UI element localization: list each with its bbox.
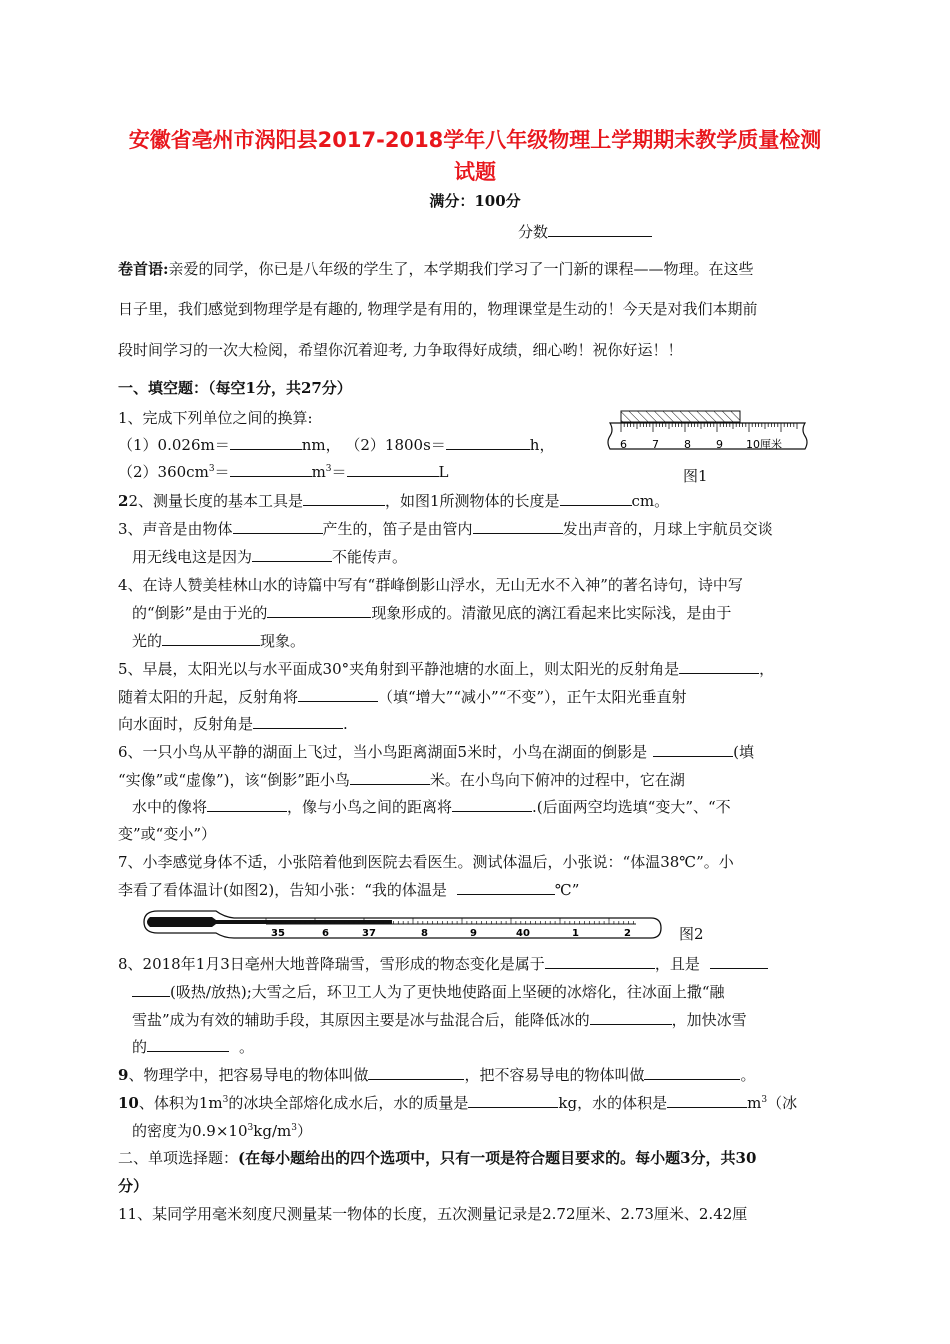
q8-l1b: ，且是	[654, 955, 700, 973]
blank	[207, 797, 287, 812]
q1-line-a	[118, 434, 554, 455]
thermo-label: 9	[470, 928, 477, 939]
q3-b: 产生的，笛子是由管内	[322, 520, 473, 538]
sup: 3	[247, 1123, 254, 1133]
q3-e: 不能传声。	[332, 548, 408, 566]
ruler-figure	[600, 408, 815, 458]
q8-l4b: 。	[239, 1038, 255, 1056]
blank	[457, 880, 555, 895]
q2-c: cm。	[631, 492, 670, 510]
q6-line4: 变”或“变小”）	[118, 825, 217, 843]
q2-a: 2、测量长度的基本工具是	[128, 492, 303, 510]
q5-l3a: 向水面时，反射角是	[118, 715, 254, 733]
q6-l1a: 6、一只小鸟从平静的湖面上飞过，当小鸟距离湖面5米时，小鸟在湖面的倒影是	[118, 743, 648, 761]
blank	[303, 491, 385, 506]
q9-b: ，把不容易导电的物体叫做	[464, 1066, 645, 1084]
blank	[147, 1037, 229, 1052]
q6-l3b: ，像与小鸟之间的距离将	[287, 798, 453, 816]
section2-heading	[118, 1147, 756, 1168]
q5-l2a: 随着太阳的升起，反射角将	[118, 688, 299, 706]
thermometer-figure	[136, 907, 666, 941]
blank	[230, 435, 302, 450]
sup: 3	[291, 1123, 297, 1133]
full-score: 满分：100分	[429, 192, 521, 210]
ruler-tick-label: 9	[716, 438, 723, 451]
q6-l3c: .(后面两空均选填“变大”、“不	[532, 798, 731, 816]
q1-line-b	[118, 461, 449, 482]
measured-object	[621, 411, 740, 422]
thermo-label: 37	[362, 928, 376, 939]
section1-heading: 一、填空题：（每空1分，共27分）	[118, 379, 352, 397]
sup: 3	[761, 1095, 768, 1105]
blank	[679, 659, 759, 674]
q1-b1: （2）360cm	[118, 463, 209, 481]
q4-l3b: 现象。	[260, 632, 306, 650]
q10-c: kg，水的体积是	[558, 1094, 668, 1112]
q1-a2: nm， （2）1800s＝	[301, 436, 446, 454]
q8-l3b: ，加快冰雪	[671, 1011, 747, 1029]
q8-l3a: 雪盐”成为有效的辅助手段，其原因主要是冰与盐混合后，能降低冰的	[132, 1011, 590, 1029]
q3-line1	[118, 518, 773, 539]
q7-line1: 7、小李感觉身体不适，小张陪着他到医院去看医生。测试体温后，小张说：“体温38℃”。小	[118, 853, 734, 871]
ruler-tick-label: 6	[620, 438, 627, 451]
preface-text1: 亲爱的同学，你已是八年级的学生了，本学期我们学习了一门新的课程——物理。在这些	[168, 260, 754, 278]
q8-line4	[132, 1036, 254, 1057]
q10-line1	[118, 1092, 797, 1113]
q5-l2b: （填“增大”“减小”“不变”），正午太阳光垂直射	[378, 688, 687, 706]
ruler-tick-label: 7	[652, 438, 659, 451]
q10-num: 10	[118, 1094, 139, 1112]
q7-l2b: ℃”	[554, 881, 580, 899]
q8-line1	[118, 953, 768, 974]
q4-l2b: 现象形成的。清澈见底的漓江看起来比实际浅，是由于	[371, 604, 732, 622]
q5-line3	[118, 713, 348, 734]
q6-l2a: “实像”或“虚像”)，该“倒影”距小鸟	[118, 771, 350, 789]
q5-line2	[118, 686, 687, 707]
blank	[545, 954, 655, 969]
blank	[468, 1093, 558, 1108]
doc-title-line1: 安徽省亳州市涡阳县2017-2018学年八年级物理上学期期末教学质量检测	[128, 128, 822, 152]
q10-l2c: ）	[296, 1122, 312, 1140]
figure2-caption: 图2	[679, 925, 704, 943]
q1-head: 1、完成下列单位之间的换算:	[118, 409, 313, 427]
preface-line2: 日子里，我们感觉到物理学是有趣的, 物理学是有用的，物理课堂是生动的！今天是对我们本期前	[118, 300, 758, 318]
ruler-tick-label: 8	[684, 438, 691, 451]
q4-line3	[132, 630, 305, 651]
q4-l2a: 的“倒影”是由于光的	[132, 604, 268, 622]
blank	[473, 519, 563, 534]
q5-line1	[118, 658, 774, 679]
thermo-label: 8	[421, 928, 428, 939]
q4-line1: 4、在诗人赞美桂林山水的诗篇中写有“群峰倒影山浮水，无山无水不入神”的著名诗句，诗中写	[118, 576, 743, 594]
score-blank	[548, 222, 652, 237]
ruler-tick-label: 10厘米	[746, 438, 782, 451]
q3-line2	[132, 546, 407, 567]
q9	[118, 1064, 755, 1085]
q9-a: 、物理学中，把容易导电的物体叫做	[128, 1066, 369, 1084]
doc-title-line2: 试题	[454, 160, 496, 184]
q1-a1: （1）0.026m＝	[118, 436, 230, 454]
blank	[347, 462, 439, 477]
q7-line2	[118, 879, 579, 900]
blank	[446, 435, 530, 450]
section2-heading-cont: 分）	[118, 1177, 149, 1195]
q6-line3	[132, 796, 731, 817]
q6-l2b: 米。在小鸟向下俯冲的过程中，它在湖	[429, 771, 685, 789]
blank	[230, 462, 312, 477]
q8-line2	[132, 981, 724, 1002]
blank	[368, 1065, 464, 1080]
blank	[132, 982, 170, 997]
sup: 3	[222, 1095, 229, 1105]
q8-line3	[132, 1009, 747, 1030]
q4-l3a: 光的	[132, 632, 163, 650]
blank	[233, 519, 323, 534]
q6-line1	[118, 741, 754, 762]
q7-l2a: 李看了看体温计(如图2)，告知小张：“我的体温是	[118, 881, 447, 899]
blank	[590, 1010, 672, 1025]
q10-e: （冰	[767, 1094, 798, 1112]
q6-l1b: (填	[733, 743, 754, 761]
q6-line2	[118, 769, 685, 790]
blank	[667, 1093, 747, 1108]
q9-num: 9	[118, 1066, 129, 1084]
q2-b: ，如图1所测物体的长度是	[384, 492, 560, 510]
q10-a: 、体积为1m	[138, 1094, 223, 1112]
blank	[653, 742, 733, 757]
score-label: 分数	[518, 223, 549, 241]
q8-l2: (吸热/放热);大雪之后，环卫工人为了更快地使路面上坚硬的冰熔化，往冰面上撒“融	[170, 983, 725, 1001]
preface-line3: 段时间学习的一次大检阅，希望你沉着迎考, 力争取得好成绩，细心哟！祝你好运！！	[118, 341, 683, 359]
sup: 3	[208, 464, 215, 474]
thermo-label: 1	[572, 928, 579, 939]
blank	[452, 797, 532, 812]
q10-d: m	[747, 1094, 762, 1112]
sec2-b: (在每小题给出的四个选项中，只有一项是符合题目要求的。每小题3分，共30	[238, 1149, 757, 1167]
q10-l2a: 的密度为0.9×10	[132, 1122, 248, 1140]
q1-b5: L	[438, 463, 449, 481]
blank	[644, 1065, 740, 1080]
thermo-label: 2	[624, 928, 631, 939]
thermo-label: 35	[271, 928, 285, 939]
q6-l3a: 水中的像将	[132, 798, 208, 816]
blank	[560, 491, 632, 506]
blank	[253, 714, 343, 729]
q10-line2	[132, 1120, 312, 1141]
blank	[350, 770, 430, 785]
thermo-label: 40	[516, 928, 530, 939]
q3-d: 用无线电这是因为	[132, 548, 253, 566]
q1-b4: ＝	[331, 463, 347, 481]
sup: 3	[325, 464, 332, 474]
q5-l1b: ，	[759, 660, 775, 678]
q2: 22、测量长度的基本工具是 ，如图1所测物体的长度是 cm。	[118, 492, 670, 510]
figure1-caption: 图1	[683, 467, 708, 485]
preface-line1	[118, 258, 754, 279]
q4-line2	[132, 602, 731, 623]
q1-a3: h，	[529, 436, 555, 454]
blank	[162, 631, 260, 646]
blank	[710, 954, 768, 969]
q1-b3: m	[311, 463, 326, 481]
q9-c: 。	[740, 1066, 756, 1084]
q8-l1a: 8、2018年1月3日亳州大地普降瑞雪，雪形成的物态变化是属于	[118, 955, 545, 973]
q11-line1: 11、某同学用毫米刻度尺测量某一物体的长度，五次测量记录是2.72厘米、2.73厘米、2.42厘	[118, 1205, 748, 1223]
blank	[298, 687, 378, 702]
blank	[252, 547, 332, 562]
q8-l4a: 的	[132, 1038, 148, 1056]
q1-b2: ＝	[214, 463, 230, 481]
q10-b: 的冰块全部熔化成水后，水的质量是	[228, 1094, 469, 1112]
preface-label: 卷首语:	[118, 260, 169, 278]
q5-l1a: 5、早晨，太阳光以与水平面成30°夹角射到平静池塘的水面上，则太阳光的反射角是	[118, 660, 680, 678]
thermo-label: 6	[322, 928, 329, 939]
sec2-a: 二、单项选择题：	[118, 1149, 239, 1167]
score-field	[518, 221, 652, 242]
q10-l2b: kg/m	[253, 1122, 292, 1140]
q3-a: 3、声音是由物体	[118, 520, 233, 538]
blank	[267, 603, 371, 618]
q5-l3b: .	[343, 715, 348, 733]
q3-c: 发出声音的，月球上宇航员交谈	[562, 520, 773, 538]
